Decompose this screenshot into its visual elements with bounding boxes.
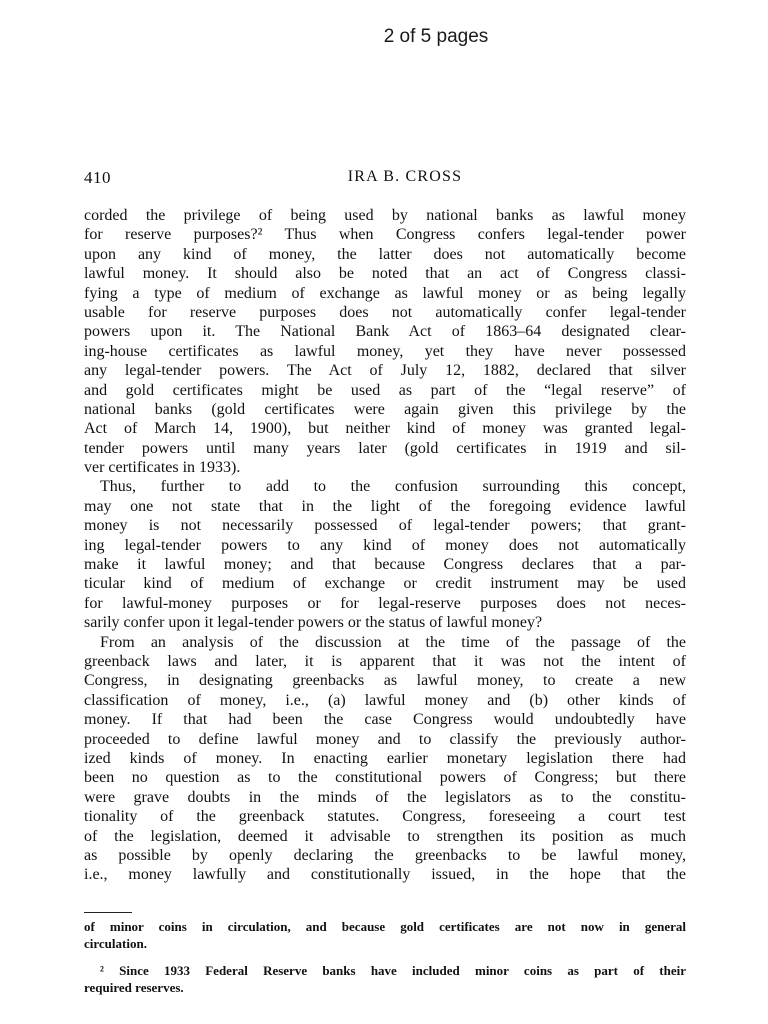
text-line: tionality of the greenback statutes. Congress, foreseeing a court test bbox=[84, 808, 686, 826]
text-line: usable for reserve purposes does not automatically confer legal-tender bbox=[84, 303, 686, 321]
footnote-line: circulation. bbox=[84, 936, 147, 951]
running-head bbox=[84, 168, 686, 190]
text-line: for lawful-money purposes or for legal-reserve purposes does not neces- bbox=[84, 594, 686, 612]
text-line: corded the privilege of being used by national banks as lawful money bbox=[84, 207, 686, 224]
text-line: fying a type of medium of exchange as lawful money or as being legally bbox=[84, 284, 686, 302]
text-line: any legal-tender powers. The Act of July 12, 1882, declared that silver bbox=[84, 362, 686, 380]
footnote-line: ² Since 1933 Federal Reserve banks have included minor coins as part of their bbox=[100, 963, 686, 978]
text-line: lawful money. It should also be noted that an act of Congress classi- bbox=[84, 265, 686, 283]
text-line: money. If that had been the case Congress would undoubtedly have bbox=[84, 711, 686, 729]
footnote-divider bbox=[84, 912, 132, 913]
text-line: ing legal-tender powers to any kind of money does not automatically bbox=[84, 536, 686, 554]
text-line: money is not necessarily possessed of legal-tender powers; that grant- bbox=[84, 517, 686, 535]
text-line: were grave doubts in the minds of the legislators as to the constitu- bbox=[84, 788, 686, 806]
footnotes bbox=[84, 918, 686, 996]
text-line: ver certificates in 1933). bbox=[84, 459, 241, 477]
text-line: proceeded to define lawful money and to classify the previously author- bbox=[84, 730, 686, 748]
text-line: classification of money, i.e., (a) lawful money and (b) other kinds of bbox=[84, 691, 686, 709]
text-line: ing-house certificates as lawful money, yet they have never possessed bbox=[84, 342, 686, 360]
page-number: 410 bbox=[84, 168, 111, 187]
text-line: i.e., money lawfully and constitutionally issued, in the hope that the bbox=[84, 866, 686, 884]
text-line: ticular kind of medium of exchange or credit instrument may be used bbox=[84, 575, 686, 593]
text-line: tender powers until many years later (gold certificates in 1919 and sil- bbox=[84, 439, 686, 457]
text-line: as possible by openly declaring the greenbacks to be lawful money, bbox=[84, 846, 686, 864]
text-line: for reserve purposes?² Thus when Congress confers legal-tender power bbox=[84, 226, 686, 244]
text-line: Act of March 14, 1900), but neither kind of money was granted legal- bbox=[84, 420, 686, 438]
text-line: greenback laws and later, it is apparent that it was not the intent of bbox=[84, 652, 686, 670]
footnote-line: required reserves. bbox=[84, 980, 184, 995]
text-line: Congress, in designating greenbacks as lawful money, to create a new bbox=[84, 672, 686, 690]
text-line: From an analysis of the discussion at the time of the passage of the bbox=[100, 633, 686, 651]
author-heading: IRA B. CROSS bbox=[347, 168, 463, 185]
text-line: powers upon it. The National Bank Act of 1863–64 designated clear- bbox=[84, 323, 686, 341]
page-indicator: 2 of 5 pages bbox=[383, 26, 489, 47]
text-line: sarily confer upon it legal-tender powers or the status of lawful money? bbox=[84, 614, 543, 632]
text-line: Thus, further to add to the confusion surrounding this concept, bbox=[100, 478, 686, 496]
footnote-line: of minor coins in circulation, and because gold certificates are not now in general bbox=[84, 919, 686, 934]
text-line: national banks (gold certificates were again given this privilege by the bbox=[84, 400, 686, 418]
text-line: been no question as to the constitutional powers of Congress; but there bbox=[84, 769, 686, 787]
text-line: may one not state that in the light of the foregoing evidence lawful bbox=[84, 497, 686, 515]
text-line: upon any kind of money, the latter does not automatically become bbox=[84, 245, 686, 263]
text-line: make it lawful money; and that because Congress declares that a par- bbox=[84, 556, 686, 574]
text-line: and gold certificates might be used as part of the “legal reserve” of bbox=[84, 381, 686, 399]
text-line: ized kinds of money. In enacting earlier monetary legislation there had bbox=[84, 749, 686, 767]
text-line: of the legislation, deemed it advisable to strengthen its position as much bbox=[84, 827, 686, 845]
body-text bbox=[84, 206, 686, 885]
